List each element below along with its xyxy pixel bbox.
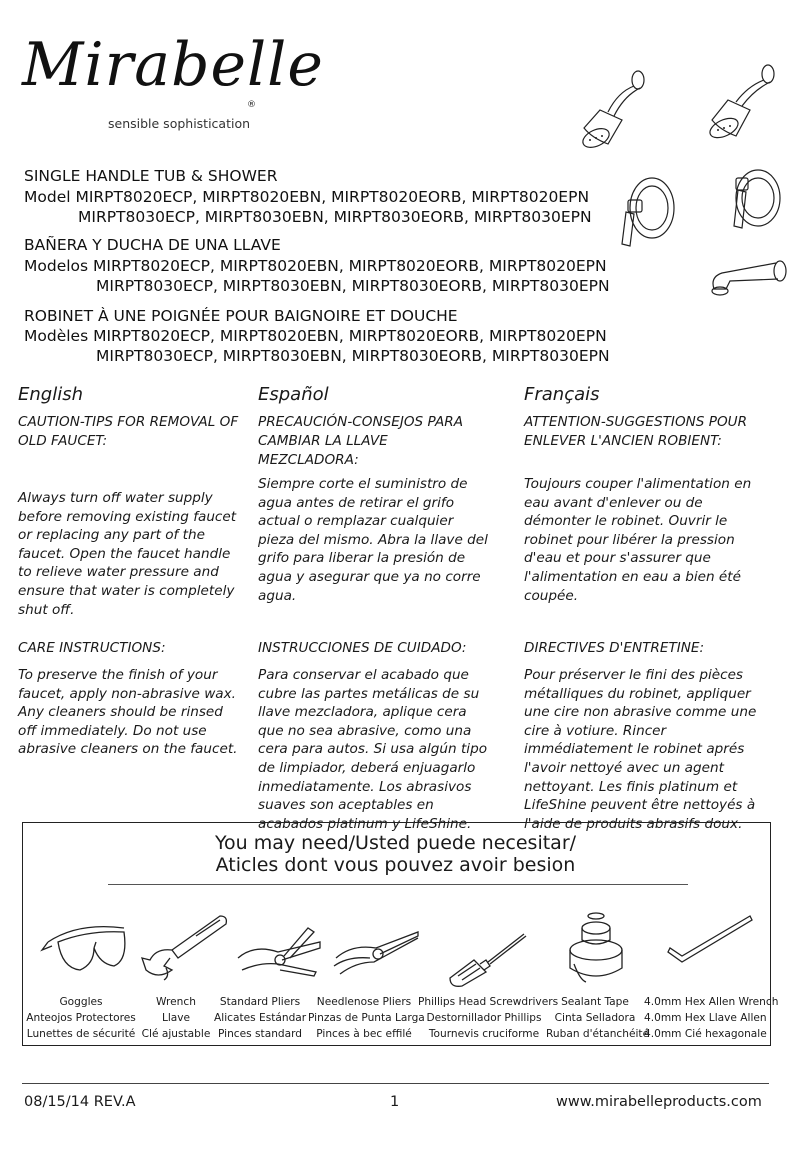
product-title-es: BAÑERA Y DUCHA DE UNA LLAVE <box>24 236 281 254</box>
brand-logo: Mirabelle <box>22 30 324 100</box>
tools-heading <box>22 832 769 876</box>
footer-revision: 08/15/14 REV.A <box>24 1094 136 1110</box>
tool-label-es: Anteojos Protectores <box>26 1012 136 1024</box>
pliers-icon <box>234 914 324 984</box>
caution-body: Always turn off water supply before removing existing faucet or replacing any part of the faucet. Open the faucet handle to relieve water pressure and ensure that water is completely shut off. <box>18 490 237 618</box>
brand-tagline: sensible sophistication <box>108 116 251 131</box>
tool-label-fr: 4.0mm Cié hexagonale <box>644 1028 767 1040</box>
caution-heading: CAUTION-TIPS FOR REMOVAL OF OLD FAUCET: <box>18 414 239 449</box>
care-heading: INSTRUCCIONES DE CUIDADO: <box>258 640 467 656</box>
product-models-en-line2: MIRPT8030ECP, MIRPT8030EBN, MIRPT8030EORB, MIRPT8030EPN <box>78 208 592 226</box>
tool-label-goggles <box>26 994 136 1042</box>
hex-wrench-icon <box>664 912 756 968</box>
needlenose-pliers-icon <box>330 918 422 984</box>
tool-label-en: Needlenose Pliers <box>316 996 412 1008</box>
language-heading: English <box>18 384 83 405</box>
product-models-es-line1: Modelos MIRPT8020ECP, MIRPT8020EBN, MIRPT8020EORB, MIRPT8020EPN <box>24 257 607 275</box>
goggles-icon <box>38 912 130 982</box>
care-body: To preserve the finish of your faucet, apply non-abrasive wax. Any cleaners should be rinsed off immediately. Do not use abrasive cleaners on the faucet. <box>18 667 238 758</box>
care-body: Para conservar el acabado que cubre las partes metálicas de su llave mezcladora, aplique cera que no sea abrasive, como una cera para autos. Si usa algún tipo de limpiador, deberá enjuagarlo inmediatamente. Los abrasivos suaves son aceptables en acabados platinum y LifeShine. <box>258 667 488 832</box>
tool-label-en: Wrench <box>156 996 196 1008</box>
care-heading: CARE INSTRUCTIONS: <box>18 640 166 656</box>
caution-heading: PRECAUCIÓN-CONSEJOS PARA CAMBIAR LA LLAVE MEZCLADORA: <box>258 414 464 468</box>
column-spanish <box>258 384 490 833</box>
language-heading: Español <box>258 384 329 405</box>
caution-heading: ATTENTION-SUGGESTIONS POUR ENLEVER L'ANCIEN ROBIENT: <box>524 414 748 449</box>
tool-label-pliers <box>214 994 306 1042</box>
product-models-fr-line1: Modèles MIRPT8020ECP, MIRPT8020EBN, MIRPT8020EORB, MIRPT8020EPN <box>24 327 607 345</box>
shower-heads-illustration <box>578 62 778 162</box>
product-title-en: SINGLE HANDLE TUB & SHOWER <box>24 167 278 185</box>
sealant-tape-icon <box>560 908 632 988</box>
tool-label-screwdriver <box>418 994 559 1042</box>
wrench-icon <box>136 910 228 984</box>
product-models-es-line2: MIRPT8030ECP, MIRPT8030EBN, MIRPT8030EORB, MIRPT8030EPN <box>96 277 610 295</box>
tool-label-es: Destornillador Phillips <box>426 1012 542 1024</box>
tool-label-fr: Pinces standard <box>217 1028 303 1040</box>
tool-label-en: Phillips Head Screwdrivers <box>418 996 559 1008</box>
tool-label-es: 4.0mm Hex Llave Allen <box>644 1012 767 1024</box>
valve-trim-illustration <box>612 168 792 258</box>
tool-label-fr: Lunettes de sécurité <box>26 1028 136 1040</box>
tool-label-es: Cinta Selladora <box>554 1012 636 1024</box>
tool-label-fr: Pinces à bec effilé <box>316 1028 412 1040</box>
language-heading: Français <box>524 384 600 405</box>
tool-label-es: Alicates Estándar <box>214 1012 307 1024</box>
product-models-fr-line2: MIRPT8030ECP, MIRPT8030EBN, MIRPT8030EORB, MIRPT8030EPN <box>96 347 610 365</box>
tool-label-en: 4.0mm Hex Allen Wrench <box>644 996 779 1008</box>
caution-body: Toujours couper l'alimentation en eau avant d'enlever ou de démonter le robinet. Ouvrir le robinet pour libérer la pression d'eau et pour s'assurer que l'alimentation en eau a bien été coupée. <box>524 476 752 604</box>
tool-label-en: Standard Pliers <box>219 996 301 1008</box>
tool-label-es: Llave <box>161 1012 191 1024</box>
tool-label-sealant-tape <box>546 994 650 1042</box>
product-models-en-line1: Model MIRPT8020ECP, MIRPT8020EBN, MIRPT8020EORB, MIRPT8020EPN <box>24 188 590 206</box>
tools-heading-line1: You may need/Usted puede necesitar/ <box>214 832 577 854</box>
tool-label-fr: Clé ajustable <box>141 1028 211 1040</box>
tool-label-en: Goggles <box>59 996 103 1008</box>
tools-divider <box>108 884 688 885</box>
tool-label-fr: Tournevis cruciforme <box>428 1028 540 1040</box>
care-heading: DIRECTIVES D'ENTRETINE: <box>524 640 705 656</box>
product-title-fr: ROBINET À UNE POIGNÉE POUR BAIGNOIRE ET DOUCHE <box>24 307 458 325</box>
tool-label-es: Pinzas de Punta Larga <box>308 1012 425 1024</box>
column-english <box>18 384 240 759</box>
tools-heading-line2: Aticles dont vous pouvez avoir besion <box>215 854 576 876</box>
tool-label-needlenose-pliers <box>308 994 425 1042</box>
tub-spout-illustration <box>700 255 790 305</box>
footer-divider <box>22 1083 769 1084</box>
screwdriver-icon <box>442 920 528 988</box>
column-french <box>524 384 764 833</box>
tool-label-wrench <box>138 994 214 1042</box>
tool-label-en: Sealant Tape <box>561 996 629 1008</box>
tool-label-hex-wrench <box>644 994 779 1042</box>
registered-mark: ® <box>247 100 256 110</box>
care-body: Pour préserver le fini des pièces métalliques du robinet, appliquer une cire non abrasive comme une cire à votiure. Rincer immédiatement le robinet aprés l'avoir nettoyé avec un agent nettoyant. Les finis platinum et LifeShine peuvent être nettoyés à l'aide de produits abrasifs doux. <box>524 667 757 832</box>
page-number: 1 <box>390 1094 400 1110</box>
footer-website[interactable]: www.mirabelleproducts.com <box>556 1094 762 1110</box>
caution-body: Siempre corte el suministro de agua antes de retirar el grifo actual o remplazar cualquier pieza del mismo. Abra la llave del grifo para liberar la presión de agua y asegurar que ya no corre agua. <box>258 476 488 604</box>
tool-label-fr: Ruban d'étanchéité <box>546 1028 650 1040</box>
